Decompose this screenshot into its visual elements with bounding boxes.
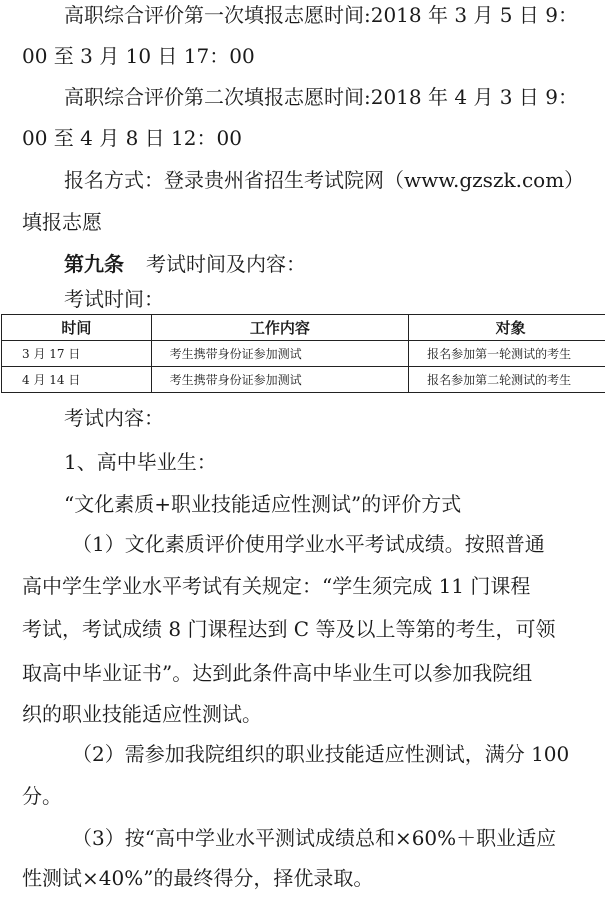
column-header: 工作内容 bbox=[151, 315, 409, 341]
table-cell: 3 月 17 日 bbox=[2, 341, 152, 367]
text-line: （1）文化素质评价使用学业水平考试成绩。按照普通 bbox=[72, 532, 545, 556]
text-line: 高职综合评价第一次填报志愿时间:2018 年 3 月 5 日 9： bbox=[64, 3, 578, 27]
text-line: 00 至 3 月 10 日 17：00 bbox=[22, 44, 255, 68]
table-row bbox=[2, 367, 605, 393]
table-cell: 考生携带身份证参加测试 bbox=[151, 341, 409, 367]
schedule-table bbox=[1, 314, 605, 393]
text-line: 填报志愿 bbox=[22, 210, 102, 234]
exam-time-label: 考试时间： bbox=[64, 287, 164, 311]
text-line: 取高中毕业证书”。达到此条件高中毕业生可以参加我院组 bbox=[22, 661, 533, 685]
table-cell: 4 月 14 日 bbox=[2, 367, 152, 393]
table-header-row bbox=[2, 315, 605, 341]
text-line: 00 至 4 月 8 日 12：00 bbox=[22, 126, 242, 150]
text-line: 性测试×40%”的最终得分，择优录取。 bbox=[22, 866, 374, 890]
article-label: 第九条 bbox=[64, 252, 124, 276]
text-line: 报名方式：登录贵州省招生考试院网（www.gzszk.com） bbox=[64, 168, 585, 192]
text-line: 考试，考试成绩 8 门课程达到 C 等及以上等第的考生，可领 bbox=[22, 617, 556, 641]
evaluation-method: “文化素质+职业技能适应性测试”的评价方式 bbox=[64, 492, 462, 516]
table-row bbox=[2, 341, 605, 367]
table-cell: 考生携带身份证参加测试 bbox=[151, 367, 409, 393]
table-cell: 报名参加第二轮测试的考生 bbox=[409, 367, 605, 393]
article-heading bbox=[64, 252, 306, 276]
article-title: 考试时间及内容： bbox=[146, 252, 306, 276]
text-line: 分。 bbox=[22, 784, 62, 808]
text-line: 高职综合评价第二次填报志愿时间:2018 年 4 月 3 日 9： bbox=[64, 85, 578, 109]
table-cell: 报名参加第一轮测试的考生 bbox=[409, 341, 605, 367]
list-item-heading: 1、高中毕业生： bbox=[64, 450, 217, 474]
text-line: 高中学生学业水平考试有关规定：“学生须完成 11 门课程 bbox=[22, 574, 531, 598]
column-header: 对象 bbox=[409, 315, 605, 341]
column-header: 时间 bbox=[2, 315, 152, 341]
exam-content-label: 考试内容： bbox=[64, 406, 164, 430]
text-line: 织的职业技能适应性测试。 bbox=[22, 702, 262, 726]
text-line: （2）需参加我院组织的职业技能适应性测试，满分 100 bbox=[72, 742, 570, 766]
text-line: （3）按“高中学业水平测试成绩总和×60%＋职业适应 bbox=[72, 826, 557, 850]
